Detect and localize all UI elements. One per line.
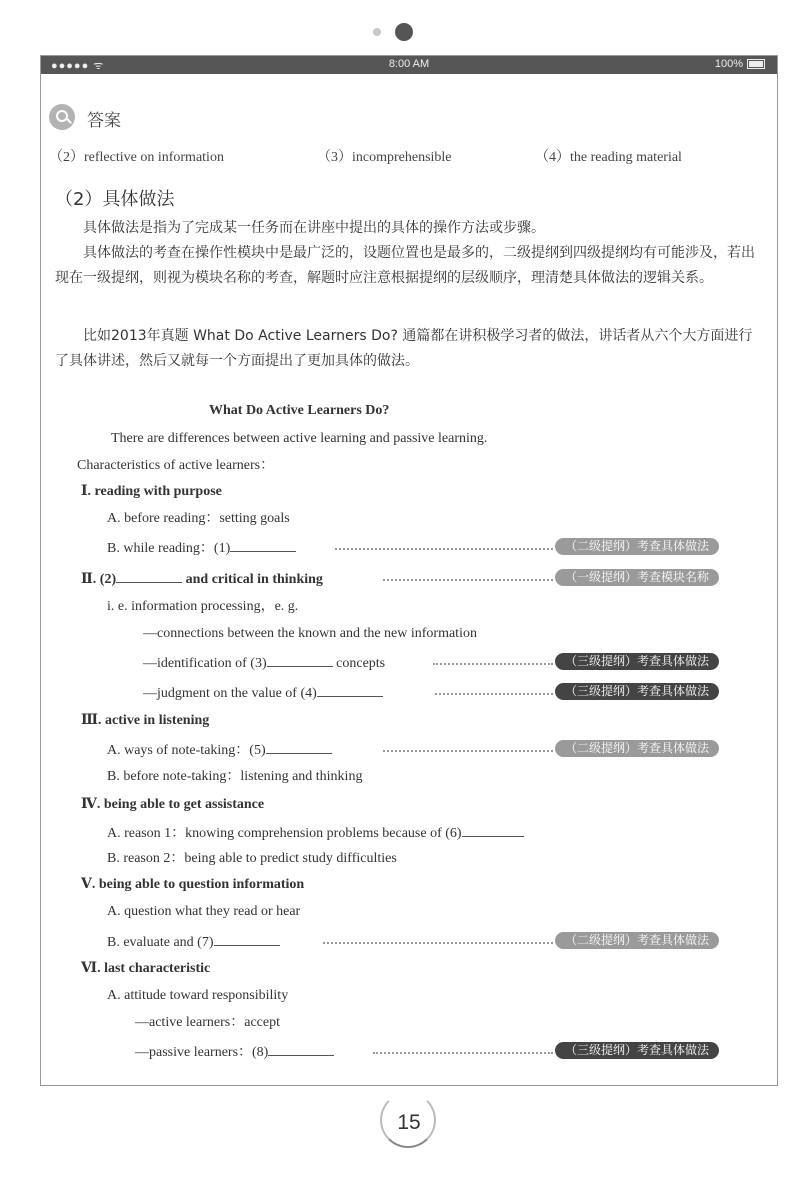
answer-blank: [268, 1041, 334, 1056]
outline-item: A. question what they read or hear: [107, 904, 301, 919]
page-dot-active: [395, 23, 413, 41]
leader-line: [335, 548, 553, 550]
battery-icon: [747, 59, 765, 69]
outline-heading: Ⅵ. last characteristic: [81, 961, 211, 976]
leader-line: [435, 693, 553, 695]
outline-characteristics: Characteristics of active learners：: [77, 458, 275, 473]
outline-heading: Ⅳ. being able to get assistance: [81, 797, 265, 812]
tag-third-level: （三级提纲）考查具体做法: [555, 1042, 719, 1059]
answer-blank: [230, 537, 296, 552]
outline-item-text: A. ways of note-taking：(5): [107, 743, 266, 758]
answer-blank: [462, 822, 524, 837]
outline-subitem-text: concepts: [336, 656, 386, 671]
answer-blank: [317, 682, 383, 697]
leader-line: [373, 1052, 553, 1054]
outline-item: B. reason 2：being able to predict study difficulties: [107, 851, 397, 866]
tag-third-level: （三级提纲）考查具体做法: [555, 683, 719, 700]
clock: 8:00 AM: [388, 58, 430, 70]
answer-item: （3）incomprehensible: [317, 150, 452, 165]
tablet-screen: [40, 55, 778, 1086]
outline-item-text: B. while reading：(1): [107, 541, 231, 556]
outline-subitem-text: —identification of (3): [143, 656, 267, 671]
page-dot-inactive: [373, 28, 381, 36]
outline-heading-text: and critical in thinking: [185, 572, 323, 587]
outline-item: B. before note-taking：listening and thinking: [107, 769, 363, 784]
outline-subitem: —active learners：accept: [135, 1015, 280, 1030]
signal-indicator: ●●●●● ᯤ: [51, 60, 105, 72]
leader-line: [383, 579, 553, 581]
tag-third-level: （三级提纲）考查具体做法: [555, 653, 719, 670]
outline-subitem: [135, 1041, 334, 1061]
page-number: 15: [397, 1111, 421, 1134]
paragraph: 比如2013年真题 What Do Active Learners Do? 通篇都在讲积极学习者的做法，讲话者从六个大方面进行了具体讲述，然后又就每一个方面提出了更加具体的做法。: [55, 328, 753, 369]
section-title: （2）具体做法: [55, 189, 175, 210]
leader-line: [383, 750, 553, 752]
outline-heading: Ⅲ. active in listening: [81, 713, 210, 728]
answer-blank: [214, 931, 280, 946]
outline-heading: Ⅴ. being able to question information: [81, 877, 305, 892]
outline-subitem: —connections between the known and the new information: [143, 626, 477, 641]
leader-line: [323, 942, 553, 944]
outline-item-text: B. evaluate and (7): [107, 935, 214, 950]
outline-item: [107, 822, 524, 842]
outline-subitem: [143, 652, 385, 672]
outline-item: [107, 739, 332, 759]
answer-blank: [267, 652, 333, 667]
outline-item-text: A. reason 1：knowing comprehension problems because of (6): [107, 826, 462, 841]
answer-blank: [266, 739, 332, 754]
page-indicator: [0, 22, 800, 42]
outline-item: [107, 931, 280, 951]
outline-subitem-text: —passive learners：(8): [135, 1045, 269, 1060]
paragraph: 具体做法是指为了完成某一任务而在讲座中提出的具体的操作方法或步骤。: [83, 220, 545, 236]
answer-title: 答案: [87, 111, 121, 131]
leader-line: [433, 663, 553, 665]
battery-percent: 100%: [714, 58, 743, 70]
status-bar: [41, 56, 777, 74]
tag-second-level: （二级提纲）考查具体做法: [555, 932, 719, 949]
outline-item: A. attitude toward responsibility: [107, 988, 289, 1003]
search-icon: [49, 104, 75, 130]
outline-title: What Do Active Learners Do?: [209, 403, 390, 418]
outline-heading: [81, 568, 323, 588]
outline-intro: There are differences between active learning and passive learning.: [111, 431, 488, 446]
answer-item: （4）the reading material: [535, 150, 682, 165]
answer-item: （2）reflective on information: [49, 150, 224, 165]
tag-first-level: （一级提纲）考查模块名称: [555, 569, 719, 586]
outline-item: A. before reading：setting goals: [107, 511, 290, 526]
outline-item: [107, 537, 296, 557]
outline-subitem: [143, 682, 383, 702]
outline-item: i. e. information processing，e. g.: [107, 599, 299, 614]
paragraph: 具体做法的考查在操作性模块中是最广泛的，设题位置也是最多的，二级提纲到四级提纲均有可能涉及，若出现在一级提纲，则视为模块名称的考查，解题时应注意根据提纲的层级顺序，理清楚具体做法的逻辑关系。: [55, 245, 755, 286]
outline-subitem-text: —judgment on the value of (4): [143, 686, 317, 701]
answer-blank: [116, 568, 182, 583]
battery-status: [715, 58, 765, 70]
outline-heading: Ⅰ. reading with purpose: [81, 484, 222, 499]
tag-second-level: （二级提纲）考查具体做法: [555, 740, 719, 757]
outline-heading-text: Ⅱ. (2): [81, 572, 117, 587]
tag-second-level: （二级提纲）考查具体做法: [555, 538, 719, 555]
